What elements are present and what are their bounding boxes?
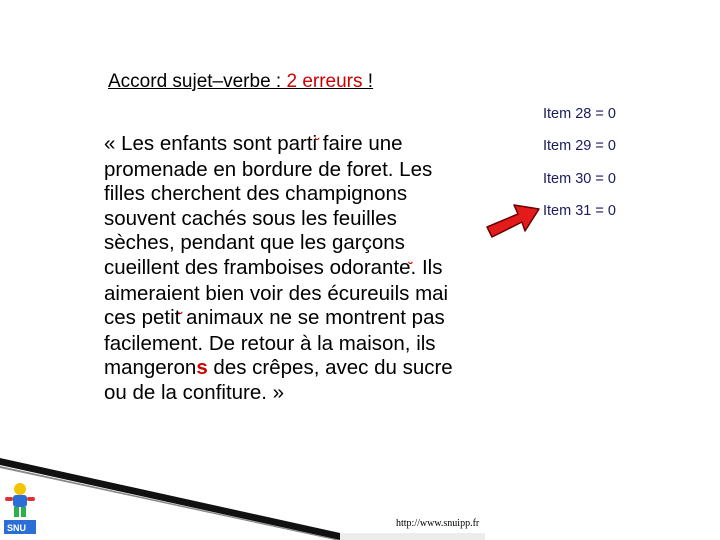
item-31-score: Item 31 = 0 <box>543 203 616 219</box>
text-line: ces petit animaux ne se montrent pas <box>104 306 445 330</box>
item-29-score: Item 29 = 0 <box>543 138 616 154</box>
text-line: souvent cachés sous les feuilles <box>104 206 397 230</box>
text-line: cueillent des framboises odorante. Ils <box>104 255 443 279</box>
error-count: 2 erreurs <box>286 71 363 92</box>
text-line: mangerons des crêpes, avec du sucre <box>104 356 453 380</box>
item-28-score: Item 28 = 0 <box>543 106 616 122</box>
text-line: ou de la confiture. » <box>104 380 285 404</box>
text-line: sèches, pendant que les garçons <box>104 231 405 255</box>
item-30-score: Item 30 = 0 <box>543 171 616 187</box>
text-line: facilement. De retour à la maison, ils <box>104 331 436 355</box>
text-line: aimeraient bien voir des écureuils mai <box>104 281 449 305</box>
snuipp-logo-icon <box>2 478 38 538</box>
slide-title: Accord sujet–verbe : 2 erreurs ! <box>108 71 374 92</box>
decorative-swoosh <box>0 440 720 540</box>
text-line: promenade en bordure de foret. Les <box>104 157 433 181</box>
svg-text:SNU: SNU <box>7 523 27 533</box>
text-line: filles cherchent des champignons <box>104 182 408 206</box>
red-arrow-icon <box>484 197 542 247</box>
dictation-text <box>104 132 534 406</box>
error-letter: s <box>196 356 208 380</box>
footer-url-link[interactable]: http://www.snuipp.fr <box>396 518 480 529</box>
text-line: « Les enfants sont parti faire une <box>104 132 403 155</box>
